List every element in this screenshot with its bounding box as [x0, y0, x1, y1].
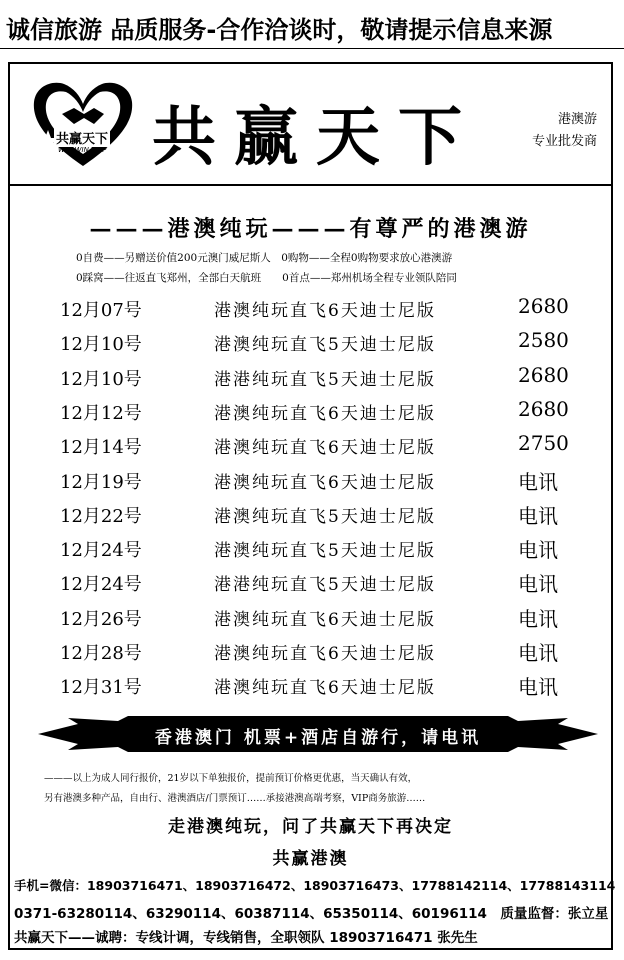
- departure-date: 12月24号: [60, 574, 142, 596]
- departure-date: 12月22号: [60, 505, 142, 527]
- departure-row: [10, 292, 611, 324]
- fine-print-2: 另有港澳多种产品，自由行、港澳酒店/门票预订……承接港澳高端考察，VIP商务旅游……: [44, 793, 426, 804]
- contact-phone: 0371-63280114、63290114、60387114、65350114、60196114 质量监督：张立星: [14, 906, 609, 922]
- route-name: 港澳纯玩直飞5天迪士尼版: [214, 506, 436, 527]
- departure-row: [10, 429, 611, 461]
- departure-date: 12月07号: [60, 300, 142, 321]
- route-name: 港澳纯玩直飞6天迪士尼版: [214, 644, 436, 664]
- tagline-2: 专业批发商: [531, 134, 597, 149]
- note-line-1: 0自费——另赠送价值200元澳门威尼斯人 0购物——全程0购物要求放心港澳游: [76, 252, 453, 264]
- departure-date: 12月10号: [60, 334, 142, 356]
- slogan-1: 走港澳纯玩，问了共赢天下再决定: [168, 817, 453, 837]
- departure-date: 12月31号: [60, 677, 142, 699]
- price: 电讯: [518, 675, 558, 700]
- ad-header: [10, 64, 611, 186]
- price: 电讯: [518, 503, 558, 528]
- departure-date: 12月24号: [60, 540, 142, 562]
- top-banner: [0, 0, 624, 46]
- route-name: 港港纯玩直飞5天迪士尼版: [214, 369, 436, 390]
- departure-row: [10, 532, 611, 564]
- departure-date: 12月10号: [60, 368, 142, 390]
- route-name: 港澳纯玩直飞6天迪士尼版: [214, 609, 436, 630]
- price: 2680: [518, 294, 569, 318]
- route-name: 港澳纯玩直飞6天迪士尼版: [214, 403, 436, 424]
- top-banner-text: 诚信旅游 品质服务-合作洽谈时，敬请提示信息来源: [6, 16, 553, 44]
- departure-date: 12月28号: [60, 643, 142, 664]
- departure-row: [10, 601, 611, 633]
- route-name: 港澳纯玩直飞5天迪士尼版: [214, 541, 436, 562]
- price: 电讯: [518, 606, 558, 631]
- departure-date: 12月19号: [60, 471, 142, 493]
- departure-date: 12月26号: [60, 608, 142, 630]
- note-line-2: 0踩窝——往返直飞郑州，全部白天航班 0首点——郑州机场全程专业领队陪同: [76, 272, 457, 284]
- fine-print-1: ———以上为成人同行报价，21岁以下单独报价，提前预订价格更优惠，当天确认有效，: [44, 773, 418, 784]
- price: 2580: [518, 328, 569, 353]
- recruitment: 共赢天下——诚聘：专线计调，专线销售，全职领队 18903716471 张先生: [14, 930, 478, 946]
- cropped-header-strip: [0, 48, 624, 59]
- price: 电讯: [518, 469, 558, 494]
- departure-row: [10, 498, 611, 530]
- route-name: 港澳纯玩直飞6天迪士尼版: [214, 472, 436, 493]
- route-name: 港澳纯玩直飞5天迪士尼版: [214, 335, 436, 356]
- price: 2750: [518, 431, 569, 456]
- price: 电讯: [518, 572, 558, 597]
- brand-name: 共赢天下: [152, 100, 480, 175]
- logo-text: 共赢天下: [54, 128, 110, 147]
- departure-row: [10, 326, 611, 358]
- ad-frame: [8, 62, 616, 950]
- price: 电讯: [518, 641, 558, 665]
- price: 2680: [518, 396, 569, 421]
- banner-text: 香港澳门 机票+酒店自游行，请电讯: [154, 728, 482, 748]
- route-name: 港港纯玩直飞5天迪士尼版: [214, 575, 436, 596]
- price: 2680: [518, 362, 569, 387]
- brand-logo: [28, 78, 138, 170]
- tagline-1: 港澳游: [557, 112, 597, 127]
- route-name: 港澳纯玩直飞6天迪士尼版: [214, 301, 436, 321]
- departure-row: [10, 464, 611, 496]
- route-name: 港澳纯玩直飞6天迪士尼版: [214, 438, 436, 459]
- departure-date: 12月14号: [60, 437, 142, 459]
- departure-date: 12月12号: [60, 402, 142, 424]
- departure-row: [10, 361, 611, 393]
- contact-mobile: 手机=微信：18903716471、18903716472、18903716473、17788142114、17788143114: [14, 878, 616, 893]
- promo-banner: [38, 716, 598, 752]
- slogan-2: 共赢港澳: [272, 849, 349, 869]
- departure-row: [10, 635, 611, 667]
- price: 电讯: [518, 538, 558, 563]
- departure-row: [10, 669, 611, 701]
- headline: ———港澳纯玩———有尊严的港澳游: [89, 216, 532, 242]
- departure-row: [10, 395, 611, 427]
- route-name: 港澳纯玩直飞6天迪士尼版: [214, 678, 436, 699]
- logo-subtext: WIN-WIN TRIP: [58, 146, 107, 154]
- departure-row: [10, 566, 611, 598]
